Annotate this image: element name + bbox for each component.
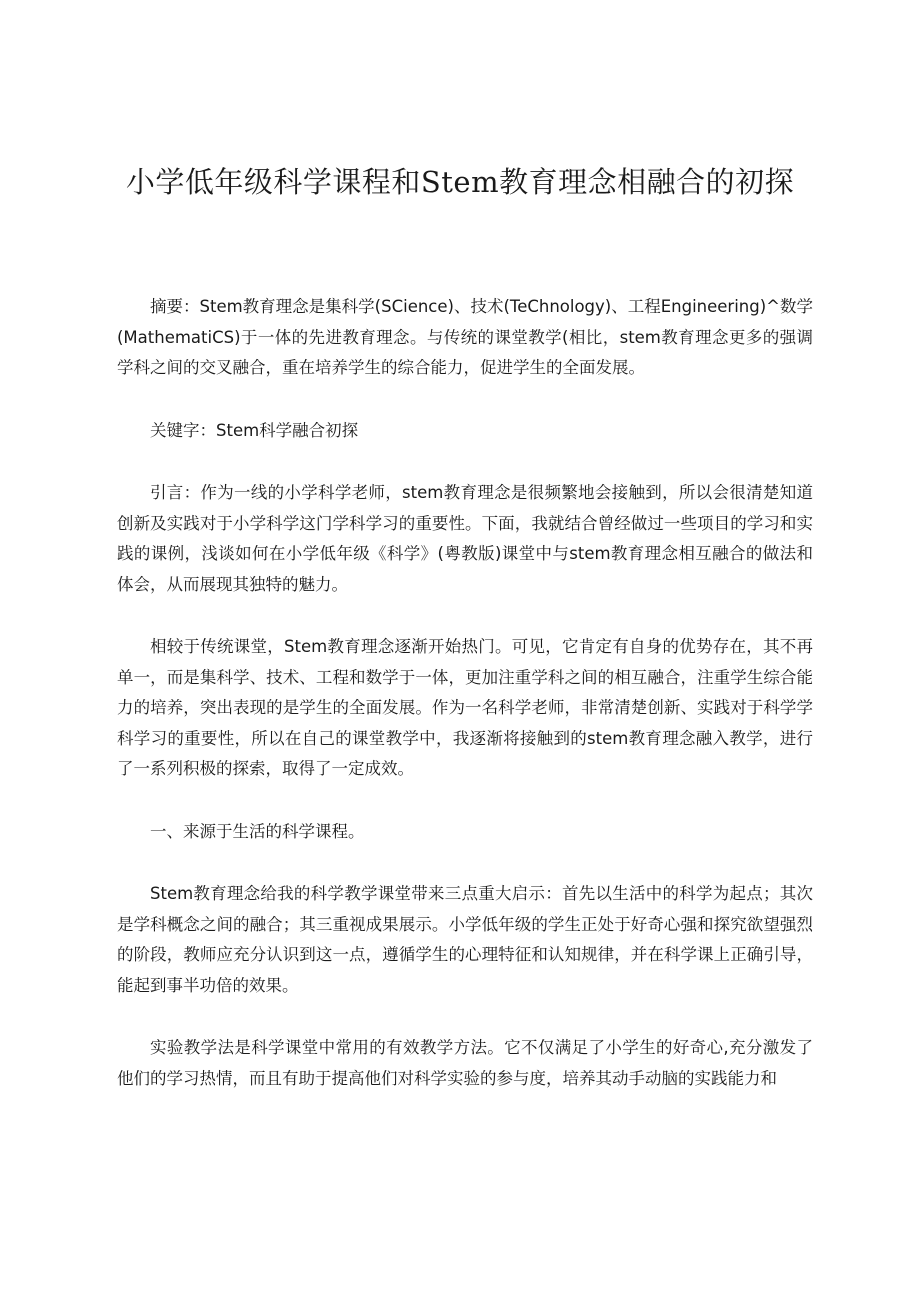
- section-heading: 一、来源于生活的科学课程。: [150, 821, 365, 841]
- document-title: 小学低年级科学课程和Stem教育理念相融合的初探: [125, 165, 795, 199]
- document-body: [117, 292, 813, 1126]
- abstract-paragraph: 摘要：Stem教育理念是集科学(SCience)、技术(TeChnology)、工程Engineering)^数学(MathematiCS)于一体的先进教育理念。与传统的课堂教学(相比，stem教育理念更多的强调学科之间的交叉融合，重在培养学生的综合能力，促进学生的全面发展。: [117, 297, 813, 377]
- body-paragraph: 相较于传统课堂，Stem教育理念逐渐开始热门。可见，它肯定有自身的优势存在，其不再单一，而是集科学、技术、工程和数学于一体，更加注重学科之间的相互融合，注重学生综合能力的培养，突出表现的是学生的全面发展。作为一名科学老师，非常清楚创新、实践对于科学学科学习的重要性，所以在自己的课堂教学中，我逐渐将接触到的stem教育理念融入教学，进行了一系列积极的探索，取得了一定成效。: [117, 637, 813, 778]
- body-paragraph: 实验教学法是科学课堂中常用的有效教学方法。它不仅满足了小学生的好奇心,充分激发了他们的学习热情，而且有助于提高他们对科学实验的参与度，培养其动手动脑的实践能力和: [117, 1038, 813, 1088]
- introduction-paragraph: 引言：作为一线的小学科学老师，stem教育理念是很频繁地会接触到，所以会很清楚知道创新及实践对于小学科学这门学科学习的重要性。下面，我就结合曾经做过一些项目的学习和实践的课例，浅谈如何在小学低年级《科学》(粤教版)课堂中与stem教育理念相互融合的做法和体会，从而展现其独特的魅力。: [117, 483, 813, 594]
- body-paragraph: Stem教育理念给我的科学教学课堂带来三点重大启示：首先以生活中的科学为起点；其次是学科概念之间的融合；其三重视成果展示。小学低年级的学生正处于好奇心强和探究欲望强烈的阶段，教师应充分认识到这一点，遵循学生的心理特征和认知规律，并在科学课上正确引导，能起到事半功倍的效果。: [117, 884, 813, 995]
- keywords-paragraph: 关键字：Stem科学融合初探: [150, 420, 359, 440]
